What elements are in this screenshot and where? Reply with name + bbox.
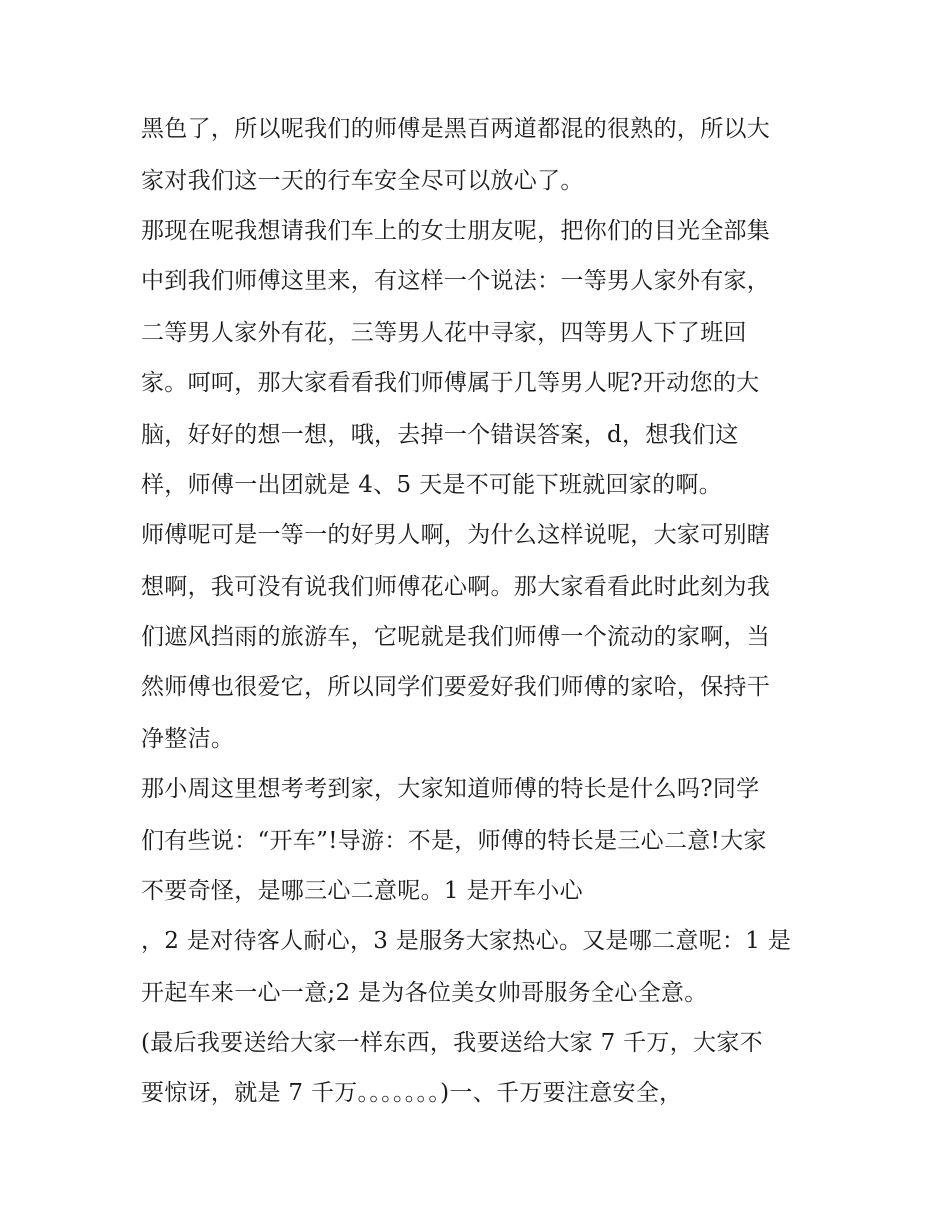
text-line: 开起车来一心一意;2 是为各位美女帅哥服务全心全意。: [141, 980, 708, 1006]
text-line: ，2 是对待客人耐心，3 是服务大家热心。又是哪二意呢：1 是: [141, 928, 792, 954]
text-line: 黑色了，所以呢我们的师傅是黑百两道都混的很熟的，所以大: [141, 116, 771, 142]
text-line: 净整洁。: [141, 726, 235, 752]
text-line: 家。呵呵，那大家看看我们师傅属于几等男人呢?开动您的大: [141, 370, 760, 396]
text-line: 那现在呢我想请我们车上的女士朋友呢，把你们的目光全部集: [141, 218, 771, 244]
text-line: 中到我们师傅这里来，有这样一个说法：一等男人家外有家，: [141, 268, 771, 294]
text-line: (最后我要送给大家一样东西，我要送给大家 7 千万，大家不: [141, 1030, 763, 1056]
text-line: 那小周这里想考考到家，大家知道师傅的特长是什么吗?同学: [141, 776, 760, 802]
text-line: 师傅呢可是一等一的好男人啊，为什么这样说呢，大家可别瞎: [141, 522, 771, 548]
text-line: 脑，好好的想一想，哦，去掉一个错误答案，d，想我们这: [141, 422, 739, 448]
text-line: 不要奇怪，是哪三心二意呢。1 是开车小心: [141, 878, 583, 904]
text-line: 二等男人家外有花，三等男人花中寻家，四等男人下了班回: [141, 320, 747, 346]
text-line: 样，师傅一出团就是 4、5 天是不可能下班就回家的啊。: [141, 472, 722, 498]
text-line: 家对我们这一天的行车安全尽可以放心了。: [141, 168, 584, 194]
text-line: 们遮风挡雨的旅游车，它呢就是我们师傅一个流动的家啊，当: [141, 624, 771, 650]
text-line: 然师傅也很爱它，所以同学们要爱好我们师傅的家哈，保持干: [141, 674, 771, 700]
text-line: 想啊，我可没有说我们师傅花心啊。那大家看看此时此刻为我: [141, 574, 771, 600]
text-line: 要惊讶，就是 7 千万。。。。。。。)一、千万要注意安全，: [141, 1080, 683, 1106]
text-line: 们有些说：“开车”!导游：不是，师傅的特长是三心二意!大家: [141, 828, 767, 854]
